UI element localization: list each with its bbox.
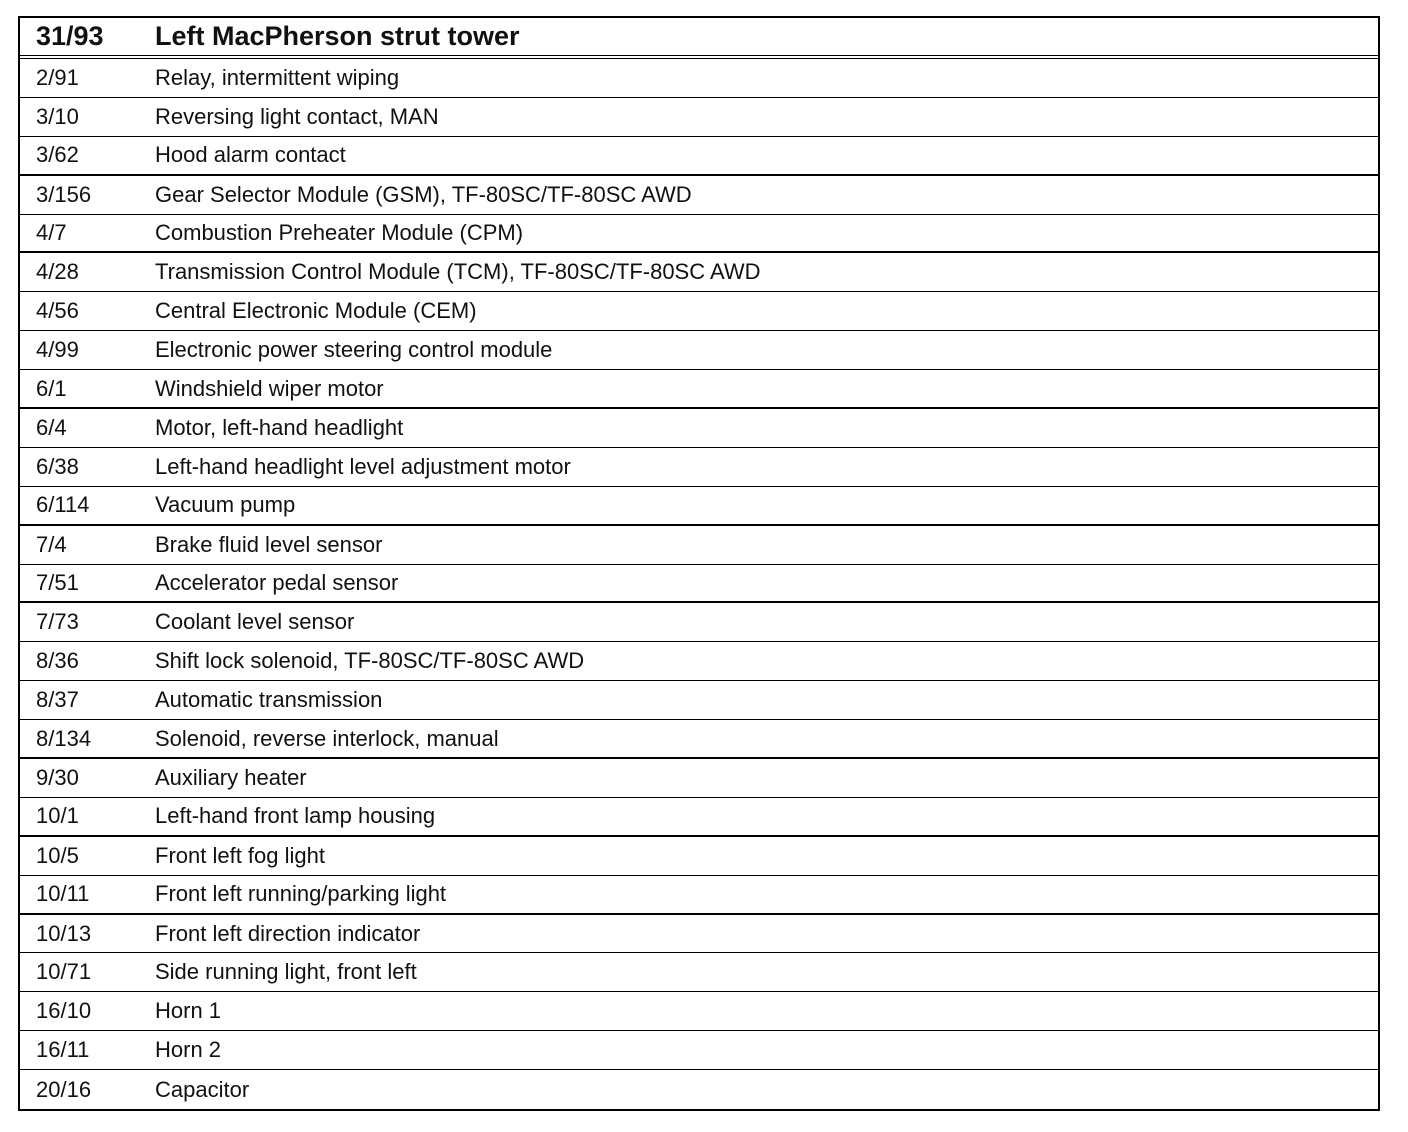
header-code: 31/93 xyxy=(36,21,104,51)
table-row xyxy=(20,759,1378,798)
table-row xyxy=(20,487,1378,526)
table-row xyxy=(20,837,1378,876)
component-code: 7/73 xyxy=(36,609,79,635)
component-code: 3/62 xyxy=(36,142,79,168)
table-row xyxy=(20,953,1378,992)
component-code: 10/11 xyxy=(36,881,90,907)
table-row xyxy=(20,1031,1378,1070)
component-description: Combustion Preheater Module (CPM) xyxy=(155,220,524,245)
table-row xyxy=(20,992,1378,1031)
table-header xyxy=(20,18,1378,59)
component-description: Front left direction indicator xyxy=(155,920,421,946)
component-description: Vacuum pump xyxy=(155,492,296,518)
component-code: 20/16 xyxy=(36,1076,92,1102)
component-code: 9/30 xyxy=(36,764,79,790)
component-code: 4/56 xyxy=(36,298,79,324)
component-code: 8/37 xyxy=(36,687,79,713)
component-code: 10/13 xyxy=(36,920,92,946)
component-code: 6/4 xyxy=(36,414,67,440)
table-row xyxy=(20,215,1378,254)
component-code: 6/114 xyxy=(36,492,90,518)
component-code: 10/71 xyxy=(36,959,92,985)
component-description: Left-hand front lamp housing xyxy=(155,803,436,829)
component-description: Left-hand headlight level adjustment motor xyxy=(155,453,571,479)
component-description: Gear Selector Module (GSM), TF-80SC/TF-80SC AWD xyxy=(155,181,692,207)
component-description: Relay, intermittent wiping xyxy=(155,64,400,90)
component-code: 10/1 xyxy=(36,803,79,829)
table-row xyxy=(20,253,1378,292)
component-description: Horn 1 xyxy=(155,998,222,1024)
component-code: 4/7 xyxy=(36,220,67,245)
component-description: Motor, left-hand headlight xyxy=(155,414,404,440)
component-code: 6/1 xyxy=(36,375,67,401)
component-description: Front left fog light xyxy=(155,842,325,868)
component-description: Horn 2 xyxy=(155,1037,222,1063)
component-description: Shift lock solenoid, TF-80SC/TF-80SC AWD xyxy=(155,648,585,674)
component-code: 2/91 xyxy=(36,64,79,90)
component-code: 3/156 xyxy=(36,181,92,207)
component-description: Electronic power steering control module xyxy=(155,337,553,363)
table-row xyxy=(20,642,1378,681)
table-body xyxy=(20,59,1378,1109)
table-row xyxy=(20,798,1378,837)
component-description: Accelerator pedal sensor xyxy=(155,570,399,596)
component-description: Windshield wiper motor xyxy=(155,375,384,401)
component-code: 7/4 xyxy=(36,531,67,557)
component-code: 16/11 xyxy=(36,1037,90,1063)
table-row xyxy=(20,331,1378,370)
table-row xyxy=(20,59,1378,98)
table-row xyxy=(20,915,1378,954)
component-description: Coolant level sensor xyxy=(155,609,355,635)
component-description: Auxiliary heater xyxy=(155,764,307,790)
component-description: Reversing light contact, MAN xyxy=(155,103,439,129)
component-code: 6/38 xyxy=(36,453,79,479)
component-description: Solenoid, reverse interlock, manual xyxy=(155,725,499,751)
component-description: Front left running/parking light xyxy=(155,881,447,907)
table-row xyxy=(20,176,1378,215)
component-code: 8/36 xyxy=(36,648,79,674)
component-description: Automatic transmission xyxy=(155,687,383,713)
component-table xyxy=(18,16,1380,1111)
component-code: 10/5 xyxy=(36,842,79,868)
component-code: 4/28 xyxy=(36,259,79,285)
component-description: Brake fluid level sensor xyxy=(155,531,383,557)
table-row xyxy=(20,137,1378,176)
table-row xyxy=(20,876,1378,915)
component-code: 7/51 xyxy=(36,570,79,596)
component-description: Capacitor xyxy=(155,1076,250,1102)
table-row xyxy=(20,565,1378,604)
component-description: Hood alarm contact xyxy=(155,142,346,168)
table-row xyxy=(20,292,1378,331)
table-row xyxy=(20,681,1378,720)
component-code: 3/10 xyxy=(36,103,79,129)
component-code: 4/99 xyxy=(36,337,79,363)
table-row xyxy=(20,1070,1378,1109)
table-row xyxy=(20,409,1378,448)
component-code: 8/134 xyxy=(36,725,92,751)
table-row xyxy=(20,98,1378,137)
component-description: Central Electronic Module (CEM) xyxy=(155,298,477,324)
table-row xyxy=(20,448,1378,487)
header-title: Left MacPherson strut tower xyxy=(155,21,520,51)
table-row xyxy=(20,526,1378,565)
component-description: Side running light, front left xyxy=(155,959,417,985)
component-code: 16/10 xyxy=(36,998,92,1024)
component-description: Transmission Control Module (TCM), TF-80SC/TF-80SC AWD xyxy=(155,259,761,285)
table-row xyxy=(20,720,1378,759)
table-row xyxy=(20,370,1378,409)
table-row xyxy=(20,603,1378,642)
